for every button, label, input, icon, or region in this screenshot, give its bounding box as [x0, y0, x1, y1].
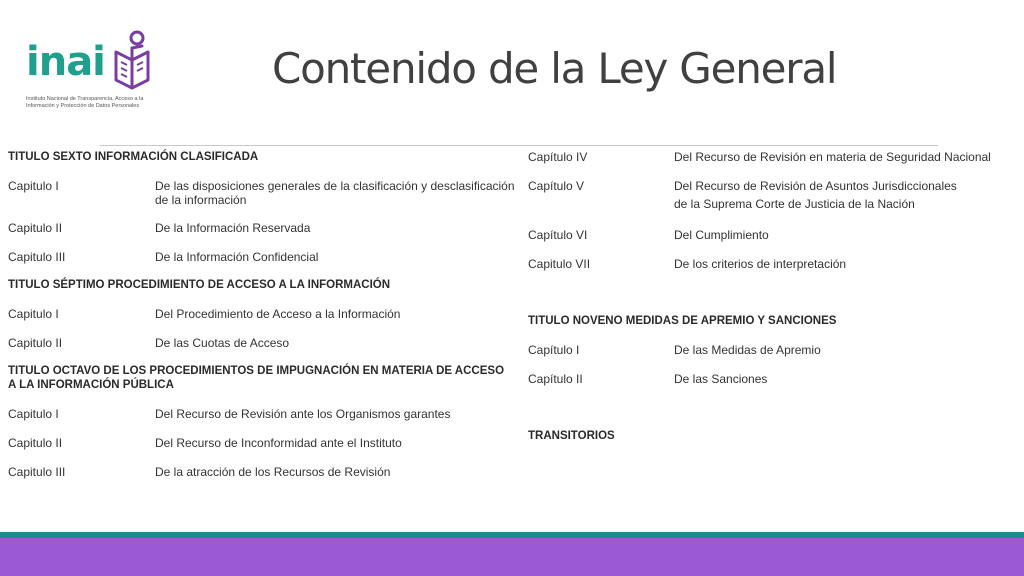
chapter-label: Capitulo I — [8, 179, 59, 193]
chapter-label: Capítulo IV — [528, 150, 588, 164]
book-person-icon — [110, 30, 154, 92]
divider — [100, 145, 938, 146]
page-title: Contenido de la Ley General — [272, 44, 837, 93]
chapter-description: De las disposiciones generales de la clasificación y desclasificación de la información — [155, 179, 515, 207]
chapter-description: De la atracción de los Recursos de Revisión — [155, 465, 391, 479]
chapter-description: De la Información Confidencial — [155, 250, 319, 264]
chapter-label: Capitulo III — [8, 465, 66, 479]
inai-logo — [24, 30, 159, 115]
chapter-label: Capítulo I — [528, 343, 580, 357]
chapter-label: Capitulo I — [8, 407, 59, 421]
chapter-description: De las Cuotas de Acceso — [155, 336, 290, 350]
chapter-description-line2: de la Suprema Corte de Justicia de la Nación — [674, 197, 915, 211]
chapter-description: Del Cumplimiento — [674, 228, 769, 242]
chapter-label: Capitulo I — [8, 307, 59, 321]
chapter-description: De los criterios de interpretación — [674, 257, 847, 271]
chapter-label: Capitulo II — [8, 436, 63, 450]
chapter-description: De las Sanciones — [674, 372, 768, 386]
logo-wordmark: inai — [26, 39, 105, 85]
chapter-label: Capítulo II — [528, 372, 583, 386]
section-heading-transitorios: TRANSITORIOS — [528, 430, 615, 442]
section-heading-titulo-septimo: TITULO SÉPTIMO PROCEDIMIENTO DE ACCESO A LA INFORMACIÓN — [8, 279, 391, 291]
chapter-description-line1: Del Recurso de Revisión de Asuntos Jurisdiccionales — [674, 179, 957, 193]
chapter-description: De las Medidas de Apremio — [674, 343, 821, 357]
chapter-description — [674, 179, 1008, 211]
logo-subtitle — [26, 96, 161, 110]
chapter-description: De la Información Reservada — [155, 221, 311, 235]
chapter-label: Capitulo III — [8, 250, 66, 264]
chapter-label: Capitulo II — [8, 221, 63, 235]
chapter-description: Del Recurso de Inconformidad ante el Instituto — [155, 436, 402, 450]
footer-band-purple — [0, 538, 1024, 576]
chapter-description: Del Recurso de Revisión en materia de Seguridad Nacional — [674, 150, 991, 164]
chapter-label: Capítulo VI — [528, 228, 588, 242]
chapter-label: Capitulo II — [8, 336, 63, 350]
section-heading-titulo-sexto: TITULO SEXTO INFORMACIÓN CLASIFICADA — [8, 151, 259, 163]
section-heading-titulo-noveno: TITULO NOVENO MEDIDAS DE APREMIO Y SANCIONES — [528, 315, 837, 327]
chapter-label: Capítulo V — [528, 179, 585, 193]
logo-subtitle-line1: Instituto Nacional de Transparencia, Acceso a la — [26, 96, 144, 102]
chapter-label: Capitulo VII — [528, 257, 591, 271]
chapter-description: Del Recurso de Revisión ante los Organismos garantes — [155, 407, 451, 421]
logo-subtitle-line2: Información y Protección de Datos Personales — [26, 103, 140, 109]
chapter-description: Del Procedimiento de Acceso a la Información — [155, 307, 401, 321]
section-heading-titulo-octavo: TITULO OCTAVO DE LOS PROCEDIMIENTOS DE IMPUGNACIÓN EN MATERIA DE ACCESO A LA INFORMACIÓN PÚBLICA — [8, 365, 505, 391]
